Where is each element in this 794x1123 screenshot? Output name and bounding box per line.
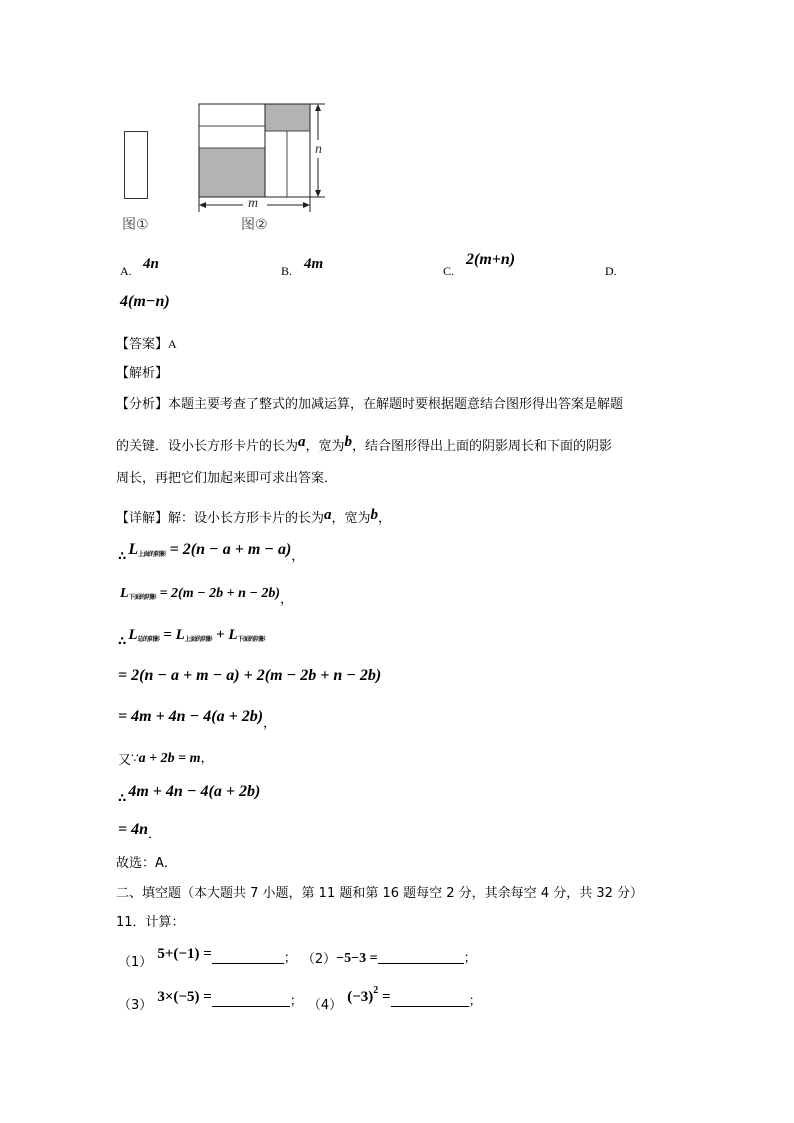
section-2-heading: 二、填空题（本大题共 7 小题，第 11 题和第 16 题每空 2 分，其余每空 4 分，共 32 分） <box>116 886 644 901</box>
detail-tag: 【详解】 <box>116 511 169 526</box>
question-11-title: 11．计算： <box>116 915 185 930</box>
option-d-label: D. <box>605 264 617 278</box>
equation-total-perimeter: $_\therefore$ $L_{总的阴影} = L_{上面的阴影} + L_{下面的阴影}$ <box>118 627 266 648</box>
figure-1-label: 图① <box>122 217 149 233</box>
option-a-label: A. <box>120 264 132 278</box>
var-b: b <box>344 434 353 450</box>
figure-2-label: 图② <box>241 217 268 233</box>
dimension-m-label: m <box>248 196 259 211</box>
option-a-expr: 4n <box>143 256 159 272</box>
option-d-expr: 4(m−n) <box>120 293 170 310</box>
figure-1-rectangle <box>124 131 148 199</box>
option-b-expr: 4m <box>304 256 324 272</box>
dimension-n-label: n <box>315 142 322 157</box>
answer-value: A <box>168 337 177 351</box>
answer-blank-4[interactable] <box>391 992 469 1007</box>
equation-lower-perimeter: $L_{下面的阴影} = 2(m - 2b + n - 2b)$， <box>120 586 294 607</box>
detail-intro: 【详解】解：设小长方形卡片的长为a，宽为b， <box>116 507 392 526</box>
equation-upper-perimeter: $_\therefore$ $L_{上面的阴影} = 2(n - a + m - a)_,$ <box>118 541 305 564</box>
equation-simplified: = $4m + 4n - 4(a + 2b)_,$ <box>118 708 277 731</box>
var-a: a <box>298 434 306 450</box>
option-c-label: C. <box>443 264 455 278</box>
therefore-symbol: ∴ <box>118 791 127 805</box>
analysis-heading: 【解析】 <box>116 366 169 381</box>
answer-line <box>116 333 177 352</box>
analysis-tag: 【分析】 <box>116 397 169 412</box>
question-11-row-1: $_{(1)}$ 5+(−1) = ； （2）−5−3 = ； <box>118 946 477 970</box>
answer-tag: 【答案】 <box>116 337 169 352</box>
because-symbol: ∵ <box>131 751 139 765</box>
option-b-label: B. <box>281 264 293 278</box>
option-c-expr: 2(m+n) <box>466 251 516 268</box>
analysis-line-2: 的关键．设小长方形卡片的长为a，宽为b，结合图形得出上面的阴影周长和下面的阴影 <box>116 434 613 454</box>
equation-substitute: $_\therefore$ 4m + 4n − 4(a + 2b) <box>118 783 261 805</box>
answer-blank-1[interactable] <box>212 949 284 964</box>
because-line: 又∵a + 2b = m， <box>118 751 214 768</box>
conclusion: 故选：A． <box>116 856 177 871</box>
therefore-symbol: ∴ <box>118 549 127 563</box>
question-11-row-2: $_{(3)}$ 3×(−5) = ； $_{(4)}$ $(-3)^2$ = ； <box>118 985 482 1013</box>
answer-blank-2[interactable] <box>378 949 464 964</box>
equation-result: = $4n_.$ <box>118 821 162 842</box>
equation-sum: = 2(n − a + m − a) + 2(m − 2b + n − 2b) <box>118 667 382 684</box>
analysis-line-1: 【分析】本题主要考查了整式的加减运算，在解题时要根据题意结合图形得出答案是解题 <box>116 397 624 412</box>
analysis-line-3: 周长，再把它们加起来即可求出答案． <box>116 471 338 486</box>
therefore-symbol: ∴ <box>118 634 127 648</box>
answer-blank-3[interactable] <box>212 992 290 1007</box>
